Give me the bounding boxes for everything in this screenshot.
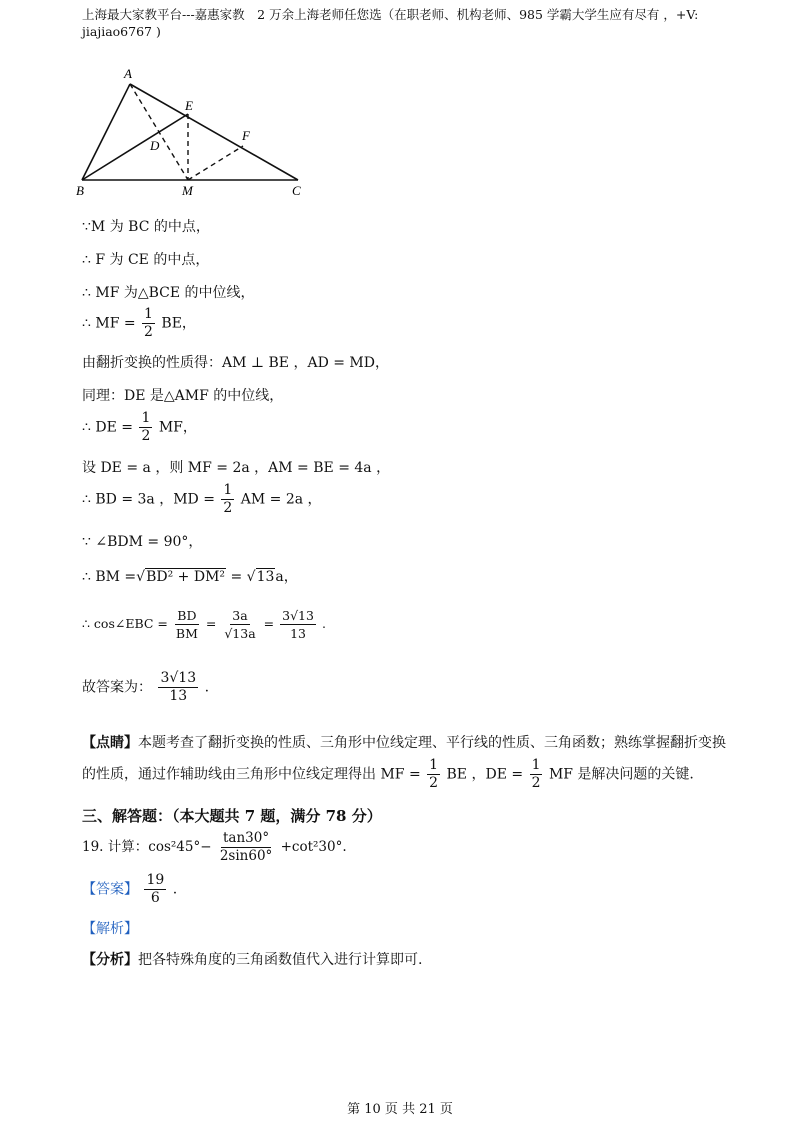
line-12: ∴ cos∠EBC = $\frac{BD}{BM}$ = $\frac{3a}{√13a}$ = $\frac{3√13}{13}$ . [82,608,326,641]
line-7: ∴ DE = $\frac{1}{2}$ MF， [82,410,197,444]
label-c: C [292,183,301,198]
edge-ac [130,84,298,180]
answer-tag: 【答案】 [82,881,138,898]
dash-mf [188,146,243,180]
label-e: E [185,98,193,113]
comment-tag: 【点睛】 [82,735,138,751]
fenxi-line: 【分析】把各特殊角度的三角函数值代入进行计算即可. [82,952,423,968]
triangle-figure [72,64,312,199]
analysis-tag: 【解析】 [82,921,138,937]
line-2: ∴ F 为 CE 的中点， [82,252,210,268]
line-8: 设 DE = a ，则 MF = 2a ，AM = BE = 4a ， [82,460,391,476]
section-title: 三、解答题：（本大题共 7 题，满分 78 分） [82,807,382,825]
fenxi-tag: 【分析】 [82,952,138,968]
line-4: ∴ MF = $\frac{1}{2}$ BE， [82,306,196,340]
page-footer: 第 10 页 共 21 页 [347,1102,453,1117]
line-11: ∴ BM =√BD² + DM² = √13a， [82,569,298,585]
answer-line: 故答案为： $\frac{3√13}{13}$ . [82,670,210,704]
comment-line-1: 【点睛】本题考查了翻折变换的性质、三角形中位线定理、平行线的性质、三角函数；熟练掌握翻折变换 [82,735,726,751]
line-9: ∴ BD = 3a ，MD = $\frac{1}{2}$ AM = 2a ， [82,482,322,516]
line-5: 由翻折变换的性质得：AM ⊥ BE ，AD = MD， [82,355,389,371]
label-d: D [150,138,160,153]
line-6: 同理：DE 是△AMF 的中位线， [82,388,284,404]
answer-19: 【答案】 $\frac{19}{6}$ . [82,872,178,906]
label-m: M [182,183,193,198]
dash-am [130,84,188,180]
question-19: 19. 计算：cos²45°− $\frac{\tan 30^\circ}{2\sin 60^\circ}$ +cot²30°. [82,830,347,864]
comment-line-2: 的性质，通过作辅助线由三角形中位线定理得出 MF = $\frac{1}{2}$ BE ，DE = $\frac{1}{2}$ MF 是解决问题的关键. [82,757,694,791]
line-10: ∵ ∠BDM = 90°， [82,534,203,550]
line-1: ∵M 为 BC 的中点， [82,219,210,235]
label-b: B [76,183,84,198]
line-3: ∴ MF 为△BCE 的中位线， [82,285,255,301]
page-header: 上海最大家教平台---嘉惠家教 2 万余上海老师任您选（在职老师、机构老师、985 学霸大学生应有尽有 ，+V: jiajiao6767 ) [82,7,699,39]
label-a: A [124,66,132,81]
label-f: F [242,128,250,143]
